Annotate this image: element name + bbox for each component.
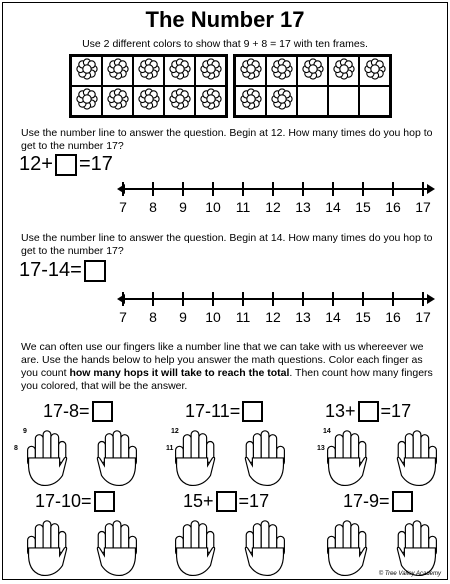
- number-line-label: 13: [295, 309, 311, 325]
- flower-icon: [75, 87, 99, 116]
- problem-6: [343, 491, 415, 512]
- problem-2-start-bottom: 11: [166, 445, 174, 452]
- left-hand-icon[interactable]: [169, 515, 221, 580]
- number-line-1: [117, 181, 435, 197]
- problem-4: [35, 491, 117, 512]
- number-line-label: 16: [385, 309, 401, 325]
- problem-4-left: 17-10=: [35, 491, 92, 511]
- ten-frame-cell[interactable]: [359, 86, 390, 116]
- problem-5-right: =17: [238, 491, 270, 511]
- number-line-label: 10: [205, 309, 221, 325]
- flower-icon: [75, 57, 99, 86]
- ten-frame-cell[interactable]: [235, 56, 266, 86]
- number-line-label: 16: [385, 199, 401, 215]
- ten-frame-cell[interactable]: [266, 56, 297, 86]
- problem-2-start-top: 12: [171, 428, 179, 435]
- ten-frame-cell[interactable]: [164, 56, 195, 86]
- flower-icon: [137, 57, 161, 86]
- problem-2: [185, 401, 265, 422]
- right-hand-icon[interactable]: [239, 515, 291, 580]
- question-2-text: Use the number line to answer the question. Begin at 14. How many times do you hop to get to the number 17?: [21, 232, 433, 257]
- number-line-label: 11: [235, 199, 251, 215]
- flower-icon: [137, 87, 161, 116]
- flower-icon: [168, 87, 192, 116]
- problem-1-start-top: 9: [23, 428, 27, 435]
- flower-icon: [106, 87, 130, 116]
- ten-frame-cell[interactable]: [164, 86, 195, 116]
- flower-icon: [363, 57, 387, 86]
- ten-frame-cell[interactable]: [195, 86, 226, 116]
- ten-frame-cell[interactable]: [102, 56, 133, 86]
- flower-icon: [239, 87, 263, 116]
- flower-icon: [199, 87, 223, 116]
- answer-box[interactable]: [92, 401, 113, 422]
- ten-frame-cell[interactable]: [133, 86, 164, 116]
- eq1-left: 12+: [19, 153, 53, 175]
- number-line-label: 7: [119, 199, 127, 215]
- fingers-instruction: [21, 341, 441, 393]
- number-line-label: 9: [179, 309, 187, 325]
- problem-3-right: =17: [380, 401, 412, 421]
- ten-frame-cell[interactable]: [266, 86, 297, 116]
- number-line-label: 8: [149, 199, 157, 215]
- flower-icon: [332, 57, 356, 86]
- number-line-label: 9: [179, 199, 187, 215]
- question-1-equation: [19, 153, 113, 176]
- question-1-text: Use the number line to answer the question. Begin at 12. How many times do you hop to get to the number 17?: [21, 127, 433, 152]
- problem-1-left: 17-8=: [43, 401, 90, 421]
- ten-frame-cell[interactable]: [297, 56, 328, 86]
- flower-icon: [301, 57, 325, 86]
- ten-frame-cell[interactable]: [133, 56, 164, 86]
- credit-text: © Tree Valley Academy: [378, 571, 441, 577]
- number-line-label: 17: [415, 309, 431, 325]
- answer-box[interactable]: [392, 491, 413, 512]
- fingers-text-bold: how many hops it will take to reach the total: [69, 367, 290, 379]
- answer-box[interactable]: [216, 491, 237, 512]
- number-line-label: 15: [355, 199, 371, 215]
- problem-3: [325, 401, 411, 422]
- worksheet-page: [2, 2, 448, 580]
- ten-frame-1: [69, 54, 228, 118]
- fingers-text-a: We can often use our fingers like a number line that we can take with us whereever we are. Use the hands below to help you answer the math questions. Color each finger as you count: [21, 341, 424, 379]
- left-hand-icon[interactable]: [169, 425, 221, 494]
- page-title: The Number 17: [145, 7, 305, 32]
- number-line-label: 13: [295, 199, 311, 215]
- number-line-label: 7: [119, 309, 127, 325]
- number-line-label: 12: [265, 309, 281, 325]
- number-line-label: 12: [265, 199, 281, 215]
- eq1-right: =17: [78, 153, 113, 175]
- ten-frame-2: [233, 54, 392, 118]
- number-line-label: 14: [325, 309, 341, 325]
- ten-frame-cell[interactable]: [359, 56, 390, 86]
- left-hand-icon[interactable]: [21, 515, 73, 580]
- problem-1: [43, 401, 115, 422]
- number-line-label: 10: [205, 199, 221, 215]
- answer-box[interactable]: [242, 401, 263, 422]
- number-line-label: 11: [235, 309, 251, 325]
- problem-5: [183, 491, 269, 512]
- eq2-left: 17-14=: [19, 259, 82, 281]
- number-line-2: [117, 291, 435, 307]
- ten-frame-cell[interactable]: [71, 86, 102, 116]
- problem-3-left: 13+: [325, 401, 356, 421]
- number-line-label: 8: [149, 309, 157, 325]
- right-hand-icon[interactable]: [91, 515, 143, 580]
- problem-2-left: 17-11=: [185, 401, 241, 421]
- ten-frame-cell[interactable]: [71, 56, 102, 86]
- left-hand-icon[interactable]: [321, 425, 373, 494]
- number-line-label: 17: [415, 199, 431, 215]
- right-hand-icon[interactable]: [239, 425, 291, 494]
- flower-icon: [270, 87, 294, 116]
- ten-frame-instruction: Use 2 different colors to show that 9 + 8 = 17 with ten frames.: [82, 38, 368, 50]
- problem-3-start-top: 14: [323, 428, 331, 435]
- answer-box[interactable]: [84, 260, 106, 282]
- ten-frame-cell[interactable]: [102, 86, 133, 116]
- number-line-label: 14: [325, 199, 341, 215]
- left-hand-icon[interactable]: [321, 515, 373, 580]
- flower-icon: [270, 57, 294, 86]
- ten-frame-cell[interactable]: [297, 86, 328, 116]
- flower-icon: [239, 57, 263, 86]
- flower-icon: [168, 57, 192, 86]
- answer-box[interactable]: [55, 154, 77, 176]
- problem-1-start-bottom: 8: [14, 445, 18, 452]
- answer-box[interactable]: [94, 491, 115, 512]
- flower-icon: [106, 57, 130, 86]
- question-2-equation: [19, 259, 108, 282]
- problem-3-start-bottom: 13: [317, 445, 325, 452]
- flower-icon: [199, 57, 223, 86]
- problem-6-left: 17-9=: [343, 491, 390, 511]
- right-hand-icon[interactable]: [391, 425, 443, 494]
- left-hand-icon[interactable]: [21, 425, 73, 494]
- ten-frame-cell[interactable]: [328, 86, 359, 116]
- ten-frame-cell[interactable]: [195, 56, 226, 86]
- ten-frame-cell[interactable]: [328, 56, 359, 86]
- right-hand-icon[interactable]: [91, 425, 143, 494]
- answer-box[interactable]: [358, 401, 379, 422]
- fingers-text-b: . Then count how many fingers you colored, that will be the answer.: [21, 367, 433, 392]
- problem-5-left: 15+: [183, 491, 214, 511]
- ten-frame-cell[interactable]: [235, 86, 266, 116]
- number-line-label: 15: [355, 309, 371, 325]
